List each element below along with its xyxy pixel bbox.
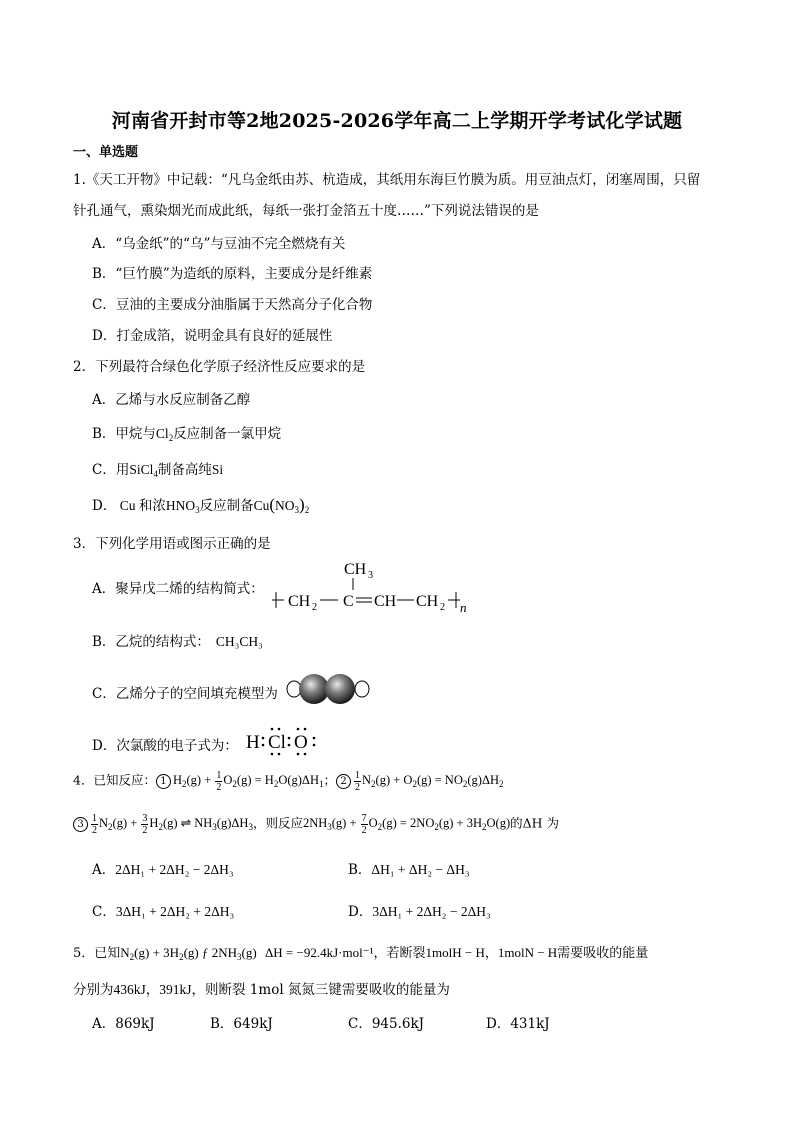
q4-option-a: A．2ΔH₁ + 2ΔH₂ − 2ΔH₃ xyxy=(92,862,234,878)
q3-option-d: D．次氯酸的电子式为： xyxy=(92,738,238,754)
q3-stem: 3．下列化学用语或图示正确的是 xyxy=(73,536,271,552)
polyisoprene-structure xyxy=(270,558,480,618)
q4-stem-line2: 3 $\frac{1}{2}$ $N_2(g)$ + $\frac{3}{2}$ $H_2(g)$ ⇌ $NH_3(g)\Delta H_3$，则反应$2NH_3(g)$ + $\frac{7}{2}$ $O_2(g) = 2NO_2(g) + 3H_2O(g)$的ΔH 为 xyxy=(73,813,559,836)
svg-text:2: 2 xyxy=(312,602,317,613)
page-title: 河南省开封市等2地2025-2026学年高二上学期开学考试化学试题 xyxy=(111,110,683,132)
svg-text:CH: CH xyxy=(288,593,311,610)
ethylene-space-filling-model xyxy=(286,673,370,705)
q5-option-a: A．869kJ xyxy=(92,1016,155,1032)
q1-option-c: C．豆油的主要成分油脂属于天然高分子化合物 xyxy=(92,297,373,313)
q4-option-d: D．3ΔH₁ + 2ΔH₂ − 2ΔH₃ xyxy=(348,904,491,920)
q5-stem-line1: 5．已知$N_2(g) + 3H_2(g)$ ƒ $2NH_3(g) \Delta H = -92.4kJ\cdot mol^{-1}$，若断裂1molH − H，1molN − H需要吸收的能量 xyxy=(73,945,649,962)
q1-option-b: B．“巨竹膜”为造纸的原料，主要成分是纤维素 xyxy=(92,266,373,282)
q5-option-c: C．945.6kJ xyxy=(348,1016,425,1032)
q2-option-c: C．用SiCl$_4$制备高纯Si xyxy=(92,462,224,479)
q2-option-d: D． Cu 和浓$HNO_3$反应制备$Cu(NO_3)_2$ xyxy=(92,495,310,515)
q1-stem-line2: 针孔通气，熏染烟光而成此纸，每纸一张打金箔五十度……”下列说法错误的是 xyxy=(73,203,539,219)
svg-text:CH: CH xyxy=(344,561,367,578)
q4-option-c: C．3ΔH₁ + 2ΔH₂ + 2ΔH₃ xyxy=(92,904,235,920)
q1-stem-line1: 1.《天工开物》中记载：“凡乌金纸由苏、杭造成，其纸用东海巨竹膜为质。用豆油点灯，闭塞周围，只留 xyxy=(73,172,701,188)
svg-text:CH: CH xyxy=(416,593,439,610)
ethane-formula: CH₃CH₃ xyxy=(215,634,263,649)
q3-option-b: B．乙烷的结构式： CH₃CH₃ xyxy=(92,634,263,650)
svg-text:CH: CH xyxy=(374,593,397,610)
q5-option-b: B．649kJ xyxy=(210,1016,273,1032)
q2-stem: 2．下列最符合绿色化学原子经济性反应要求的是 xyxy=(73,359,366,375)
svg-text:2: 2 xyxy=(440,602,445,613)
svg-text:O: O xyxy=(294,732,308,753)
svg-text:Cl: Cl xyxy=(268,732,286,753)
q2-option-a: A．乙烯与水反应制备乙醇 xyxy=(92,392,251,408)
q3-option-a: A．聚异戊二烯的结构简式： xyxy=(92,581,264,597)
q2-option-b: B．甲烷与$Cl_2$反应制备一氯甲烷 xyxy=(92,426,282,443)
q4-stem-line1: 4．已知反应： 1 $H_2(g)$ + $\frac{1}{2}$ $O_2(g) = H_2O(g)\Delta H_1$； 2 $\frac{1}{2}$ $N_2(g) + O_2(g) = NO_2(g)\Delta H_2$ xyxy=(73,770,504,793)
q4-option-b: B．ΔH₁ + ΔH₂ − ΔH₃ xyxy=(348,862,470,878)
hclo-electron-formula xyxy=(246,725,326,757)
q1-option-d: D．打金成箔，说明金具有良好的延展性 xyxy=(92,328,333,344)
svg-text:3: 3 xyxy=(368,570,373,581)
svg-text:H: H xyxy=(246,732,260,753)
svg-text:C: C xyxy=(343,593,354,610)
q1-option-a: A．“乌金纸”的“乌”与豆油不完全燃烧有关 xyxy=(92,236,346,252)
q3-option-c: C．乙烯分子的空间填充模型为 xyxy=(92,686,278,702)
svg-text:n: n xyxy=(460,600,467,615)
section-heading: 一、单选题 xyxy=(73,145,139,160)
q5-stem-line2: 分别为436kJ，391kJ，则断裂 1mol 氮氮三键需要吸收的能量为 xyxy=(73,982,450,998)
q5-option-d: D．431kJ xyxy=(486,1016,550,1032)
